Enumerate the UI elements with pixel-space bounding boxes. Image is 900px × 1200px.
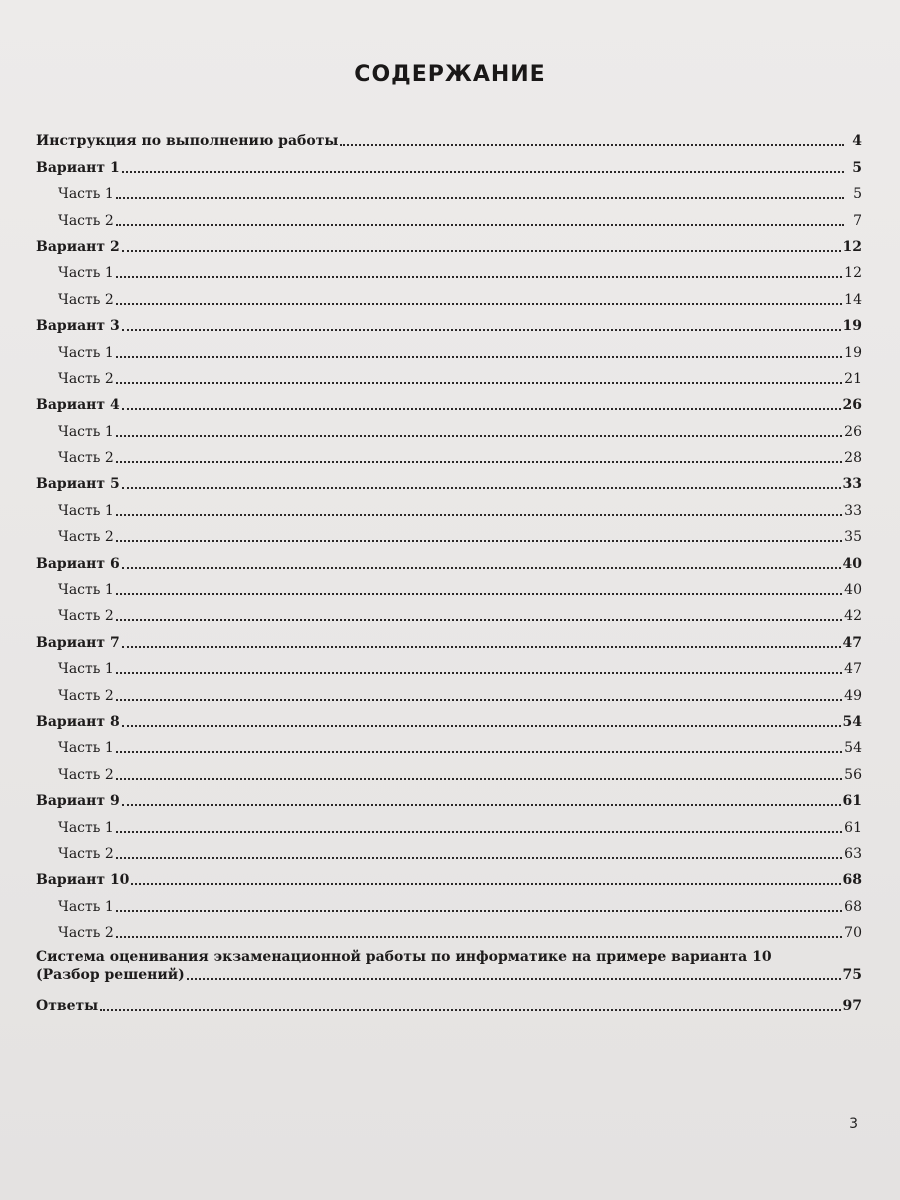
toc-entry-label: Часть 2 xyxy=(58,212,114,229)
toc-entry-variant-3-part-1 xyxy=(36,335,862,361)
toc-entry-label: Часть 2 xyxy=(58,766,114,783)
toc-entry-label: Часть 2 xyxy=(58,687,114,704)
dot-leader xyxy=(116,355,842,358)
toc-entry-variant-8-part-2 xyxy=(36,757,862,783)
toc-entry-variant-5-part-2 xyxy=(36,520,862,546)
toc-entry-page: 21 xyxy=(844,370,862,387)
toc-entry-page: 47 xyxy=(842,634,862,651)
toc-entry-label: Вариант 8 xyxy=(36,713,120,730)
toc-entry-label: Вариант 4 xyxy=(36,397,120,414)
dot-leader xyxy=(116,592,842,595)
toc-entry-grading-system xyxy=(36,948,862,984)
dot-leader xyxy=(116,196,844,199)
dot-leader xyxy=(122,328,841,331)
toc-entry-variant-7 xyxy=(36,625,862,651)
dot-leader xyxy=(116,513,842,516)
dot-leader xyxy=(116,698,842,701)
toc-entry-variant-7-part-1 xyxy=(36,652,862,678)
toc-entry-page: 19 xyxy=(842,318,862,335)
toc-entry-variant-1-part-1 xyxy=(36,177,862,203)
toc-entry-page: 33 xyxy=(842,476,862,493)
dot-leader xyxy=(340,143,844,146)
dot-leader xyxy=(116,302,842,305)
dot-leader xyxy=(116,750,842,753)
toc-entry-label: Вариант 10 xyxy=(36,872,130,889)
toc-entry-variant-4-part-2 xyxy=(36,441,862,467)
toc-entry-variant-9 xyxy=(36,784,862,810)
toc-entry-label: Часть 2 xyxy=(58,608,114,625)
toc-entry-page: 68 xyxy=(844,898,862,915)
toc-entry-label: Часть 1 xyxy=(58,661,114,678)
toc-entry-label: Часть 1 xyxy=(58,423,114,440)
toc-entry-page: 42 xyxy=(844,608,862,625)
toc-entry-label: Часть 2 xyxy=(58,370,114,387)
toc-entry-page: 61 xyxy=(842,793,862,810)
toc-entry-label: Вариант 7 xyxy=(36,634,120,651)
toc-entry-variant-9-part-2 xyxy=(36,837,862,863)
toc-entry-page: 12 xyxy=(842,238,862,255)
toc-entry-label: Вариант 1 xyxy=(36,159,120,176)
dot-leader xyxy=(116,618,842,621)
toc-entry-variant-1-part-2 xyxy=(36,203,862,229)
toc-entry-page: 54 xyxy=(844,740,862,757)
toc-entry-variant-5 xyxy=(36,467,862,493)
dot-leader xyxy=(116,460,842,463)
toc-entry-page: 68 xyxy=(842,872,862,889)
dot-leader xyxy=(122,803,841,806)
toc-entry-variant-8-part-1 xyxy=(36,731,862,757)
toc-entry-label: Ответы xyxy=(36,997,99,1014)
toc-entry-label: Часть 2 xyxy=(58,529,114,546)
toc-entry-variant-10-part-1 xyxy=(36,889,862,915)
toc-entry-page: 12 xyxy=(844,265,862,282)
toc-entry-page: 4 xyxy=(852,133,862,150)
toc-entry-variant-5-part-1 xyxy=(36,493,862,519)
toc-entry-variant-2 xyxy=(36,230,862,256)
toc-entry-label: Вариант 6 xyxy=(36,555,120,572)
dot-leader xyxy=(116,434,842,437)
dot-leader xyxy=(116,777,842,780)
dot-leader xyxy=(116,381,842,384)
toc-entry-label: Часть 1 xyxy=(58,740,114,757)
toc-entry-variant-10 xyxy=(36,863,862,889)
toc-entry-label: Часть 2 xyxy=(58,450,114,467)
dot-leader xyxy=(116,223,844,226)
toc-entry-page: 40 xyxy=(842,555,862,572)
toc-entry-variant-6 xyxy=(36,546,862,572)
toc-entry-label: Часть 1 xyxy=(58,186,114,203)
toc-entry-instructions xyxy=(36,124,862,150)
dot-leader xyxy=(116,856,842,859)
dot-leader xyxy=(122,724,841,727)
dot-leader xyxy=(116,539,842,542)
page-title: СОДЕРЖАНИЕ xyxy=(354,62,546,87)
toc-entry-label: Вариант 2 xyxy=(36,238,120,255)
toc-entry-page: 28 xyxy=(844,450,862,467)
dot-leader xyxy=(116,275,842,278)
dot-leader xyxy=(116,909,842,912)
toc-entry-page: 75 xyxy=(842,967,862,984)
table-of-contents xyxy=(36,124,862,1015)
dot-leader xyxy=(131,882,840,885)
toc-entry-label: Часть 1 xyxy=(58,502,114,519)
toc-entry-label-cont: (Разбор решений) xyxy=(36,967,185,984)
toc-entry-page: 5 xyxy=(852,159,862,176)
toc-entry-variant-2-part-2 xyxy=(36,282,862,308)
toc-entry-page: 49 xyxy=(844,687,862,704)
toc-entry-label: Часть 1 xyxy=(58,265,114,282)
toc-entry-label: Часть 2 xyxy=(58,925,114,942)
dot-leader xyxy=(116,830,842,833)
toc-entry-page: 19 xyxy=(844,344,862,361)
dot-leader xyxy=(187,977,841,980)
toc-entry-label: Система оценивания экзаменационной работы по информатике на примере варианта 10 xyxy=(36,949,772,966)
toc-entry-variant-3-part-2 xyxy=(36,362,862,388)
dot-leader xyxy=(122,170,844,173)
toc-entry-variant-4 xyxy=(36,388,862,414)
page-number: 3 xyxy=(849,1116,858,1132)
toc-entry-variant-7-part-2 xyxy=(36,678,862,704)
dot-leader xyxy=(116,671,842,674)
dot-leader xyxy=(100,1008,840,1011)
toc-entry-page: 70 xyxy=(844,925,862,942)
toc-entry-page: 35 xyxy=(844,529,862,546)
toc-entry-label: Часть 1 xyxy=(58,582,114,599)
toc-entry-page: 63 xyxy=(844,845,862,862)
toc-entry-page: 56 xyxy=(844,766,862,783)
toc-entry-variant-6-part-2 xyxy=(36,599,862,625)
toc-entry-page: 33 xyxy=(844,502,862,519)
toc-entry-label: Вариант 5 xyxy=(36,476,120,493)
toc-entry-page: 40 xyxy=(844,582,862,599)
toc-entry-label: Часть 2 xyxy=(58,291,114,308)
toc-entry-variant-2-part-1 xyxy=(36,256,862,282)
toc-entry-page: 5 xyxy=(853,186,862,203)
toc-entry-variant-8 xyxy=(36,705,862,731)
toc-entry-label: Инструкция по выполнению работы xyxy=(36,133,339,150)
toc-entry-page: 26 xyxy=(844,423,862,440)
toc-entry-page: 54 xyxy=(842,713,862,730)
toc-entry-page: 26 xyxy=(842,397,862,414)
toc-entry-variant-4-part-1 xyxy=(36,414,862,440)
toc-entry-label: Вариант 9 xyxy=(36,793,120,810)
toc-entry-variant-9-part-1 xyxy=(36,810,862,836)
dot-leader xyxy=(122,645,841,648)
toc-entry-page: 47 xyxy=(844,661,862,678)
toc-entry-variant-6-part-1 xyxy=(36,573,862,599)
toc-entry-label: Часть 1 xyxy=(58,819,114,836)
dot-leader xyxy=(122,566,841,569)
toc-entry-page: 14 xyxy=(844,291,862,308)
toc-entry-page: 61 xyxy=(844,819,862,836)
toc-entry-variant-1 xyxy=(36,150,862,176)
toc-entry-page: 97 xyxy=(842,997,862,1014)
dot-leader xyxy=(122,486,841,489)
toc-entry-answers xyxy=(36,988,862,1014)
toc-entry-line-2 xyxy=(36,966,862,984)
toc-entry-label: Часть 1 xyxy=(58,344,114,361)
toc-entry-label: Часть 1 xyxy=(58,898,114,915)
dot-leader xyxy=(116,935,842,938)
toc-entry-label: Часть 2 xyxy=(58,845,114,862)
toc-entry-variant-10-part-2 xyxy=(36,916,862,942)
toc-entry-page: 7 xyxy=(853,212,862,229)
dot-leader xyxy=(122,407,841,410)
dot-leader xyxy=(122,249,841,252)
toc-entry-variant-3 xyxy=(36,309,862,335)
toc-entry-label: Вариант 3 xyxy=(36,318,120,335)
